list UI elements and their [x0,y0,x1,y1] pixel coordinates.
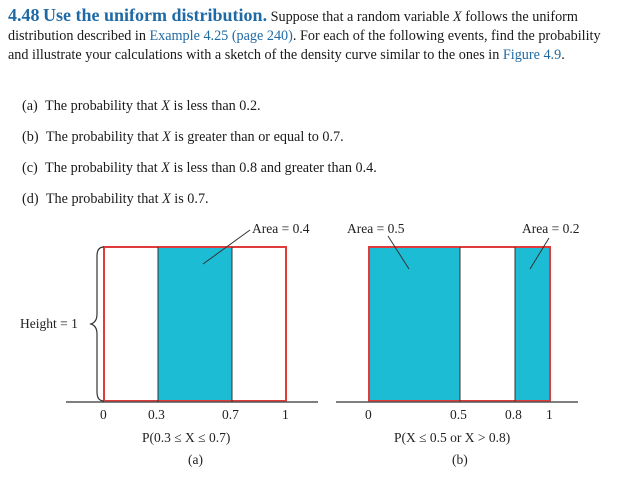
density-figure [0,214,620,480]
panel-b [336,221,579,467]
part-a: (a) The probability that X is less than 0.2. [22,98,261,114]
prob-label-a: P(0.3 ≤ X ≤ 0.7) [142,430,231,445]
tick-label: 0.8 [505,407,522,422]
problem-text-2: follows the uniform distribution described in [8,9,578,44]
panel-label-a: (a) [188,452,203,467]
problem-var: X [453,9,462,25]
tick-label: 0.5 [450,407,467,422]
area-label-a: Area = 0.4 [252,221,310,236]
example-link[interactable]: Example 4.25 (page 240) [149,28,293,44]
problem-heading: Use the uniform distribution. [43,5,268,25]
tick-label: 0 [100,407,107,422]
shaded-area-b1 [369,247,460,401]
tick-label: 1 [282,407,289,422]
shaded-area-b2 [515,247,550,401]
figure-link[interactable]: Figure 4.9 [502,47,562,63]
part-d: (d) The probability that X is 0.7. [22,191,209,207]
tick-label: 1 [546,407,553,422]
part-c: (c) The probability that X is less than 0.8 and greater than 0.4. [22,160,377,176]
problem-text-4: . [561,47,565,63]
tick-label: 0.3 [148,407,165,422]
panel-a [20,221,318,467]
panel-label-b: (b) [452,452,468,467]
shaded-area-a [158,247,232,401]
height-label: Height = 1 [20,316,78,331]
problem-number: 4.48 [8,5,40,25]
area-label-b1: Area = 0.5 [347,221,405,236]
problem-statement [8,6,612,65]
problem-text-3: . For each of the following events, find the probability and illustrate your calculations with a sketch of the density curve similar to the ones in [8,28,601,63]
tick-label: 0.7 [222,407,239,422]
parts-list [22,97,377,221]
tick-label: 0 [365,407,372,422]
part-b: (b) The probability that X is greater than or equal to 0.7. [22,129,344,145]
problem-text-1: Suppose that a random variable [270,9,450,25]
area-label-b2: Area = 0.2 [522,221,580,236]
height-brace [91,247,104,401]
prob-label-b: P(X ≤ 0.5 or X > 0.8) [394,430,511,445]
